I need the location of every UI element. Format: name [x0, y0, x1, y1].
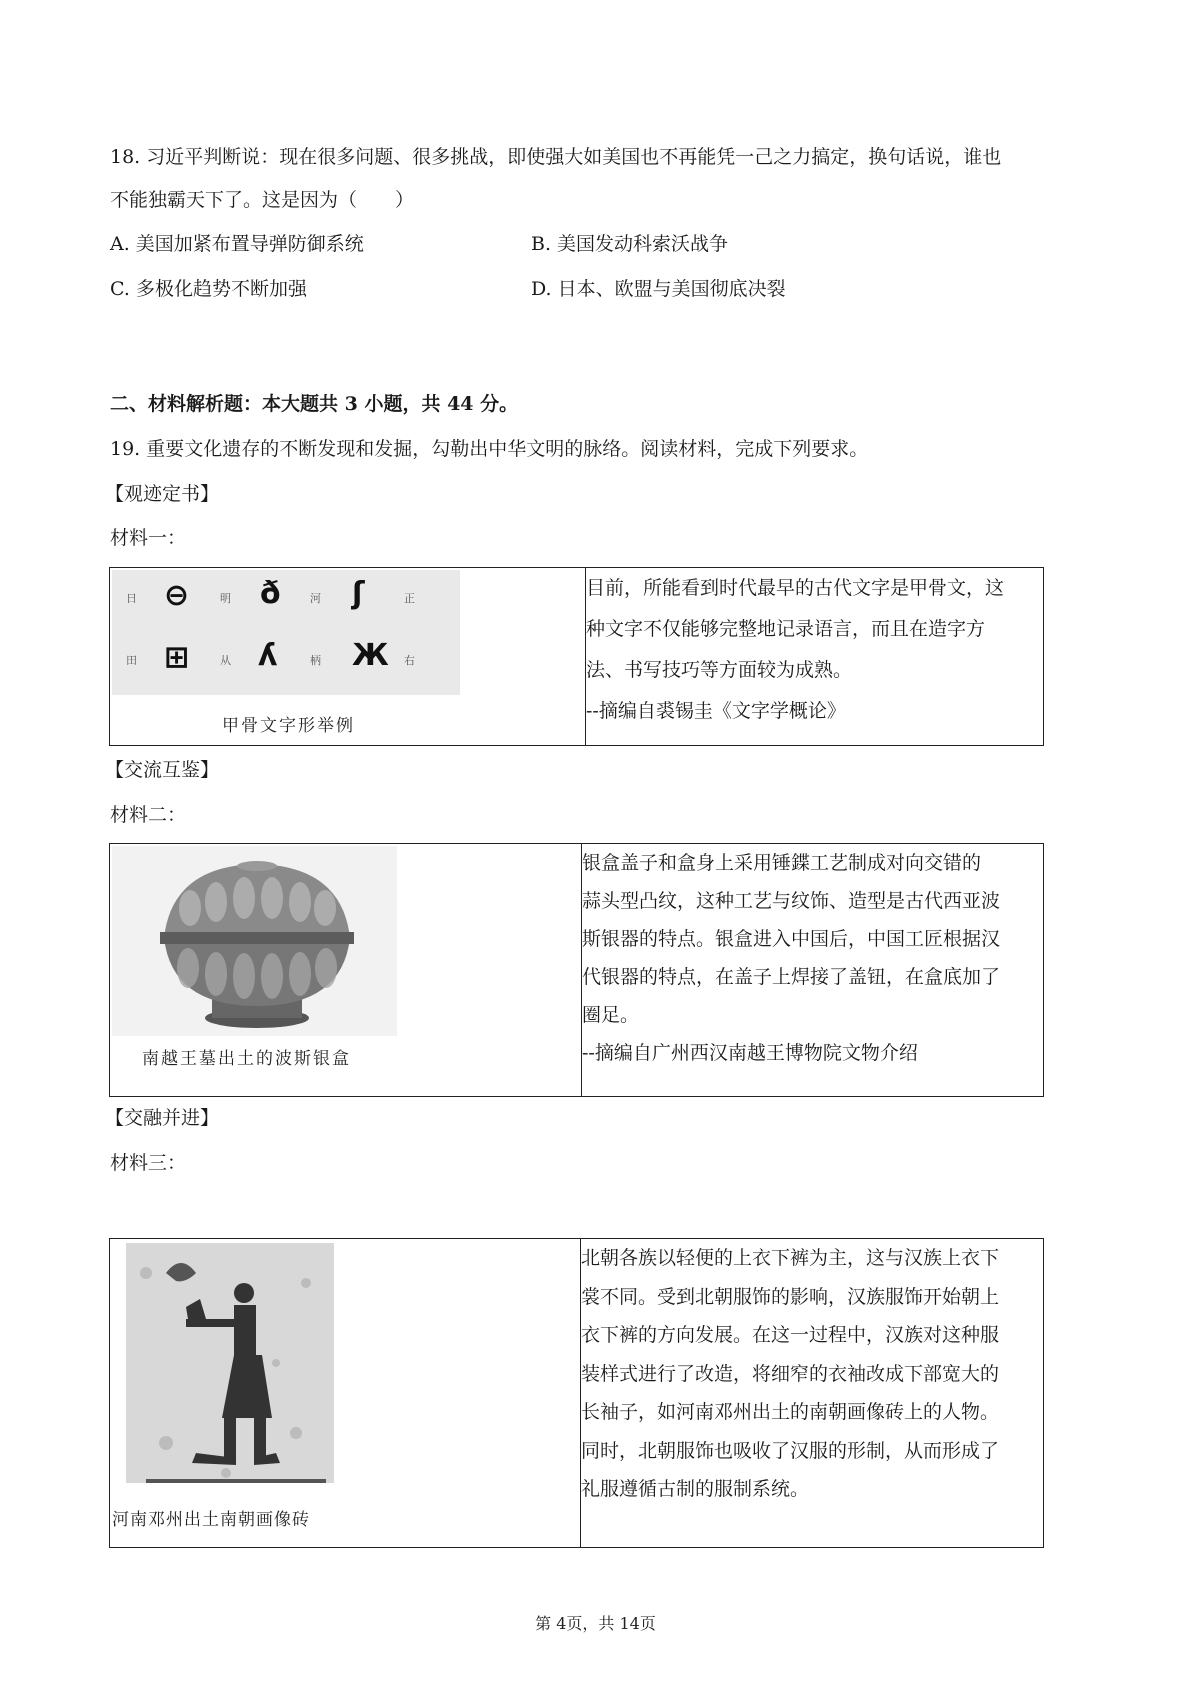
silver-box-image	[112, 846, 397, 1036]
material2-text-line: 银盒盖子和盒身上采用锤鍱工艺制成对向交错的	[582, 852, 982, 874]
q18-option-a: A. 美国加紧布置导弹防御系统	[110, 233, 364, 255]
material3-image-cell	[110, 1239, 581, 1548]
section-heading: 二、材料解析题：本大题共 3 小题，共 44 分。	[110, 393, 519, 415]
modern-char-bing: 柄	[310, 654, 321, 667]
material1-image-cell	[110, 568, 586, 746]
material2-text-line: 圈足。	[582, 1004, 640, 1026]
page-number: 第 4页，共 14页	[535, 1614, 656, 1633]
material2-image-cell	[110, 844, 582, 1097]
oracle-glyph-tian: ⊞	[164, 640, 190, 675]
material1-table	[109, 567, 1044, 746]
material3-caption: 河南邓州出土南朝画像砖	[112, 1510, 310, 1530]
q18-stem-line2: 不能独霸天下了。这是因为（ ）	[110, 189, 415, 211]
material1-source: --摘编自裘锡圭《文字学概论》	[586, 700, 846, 722]
material1-text-line: 种文字不仅能够完整地记录语言，而且在造字方	[586, 618, 986, 640]
q18-stem-line1: 18. 习近平判断说：现在很多问题、很多挑战，即使强大如美国也不再能凭一己之力搞定，换句话说，谁也	[110, 146, 1002, 168]
material2-text-line: 蒜头型凸纹，这种工艺与纹饰、造型是古代西亚波	[582, 890, 1001, 912]
material3-label: 材料三：	[110, 1152, 187, 1174]
brick-relief-image	[126, 1243, 334, 1483]
oracle-glyph-he: ʃ	[352, 576, 365, 611]
part3-title: 【交融并进】	[105, 1107, 220, 1129]
material3-text-cell	[581, 1239, 1044, 1548]
q18-option-b: B. 美国发动科索沃战争	[531, 233, 729, 255]
modern-char-ming: 明	[220, 592, 231, 605]
material2-table	[109, 843, 1044, 1097]
material1-text-line: 目前，所能看到时代最早的古代文字是甲骨文，这	[586, 577, 1005, 599]
material2-text-cell	[582, 844, 1044, 1097]
modern-char-zheng: 正	[404, 592, 415, 605]
q18-option-c: C. 多极化趋势不断加强	[110, 278, 307, 300]
q18-option-d: D. 日本、欧盟与美国彻底决裂	[531, 278, 786, 300]
material3-text-line: 装样式进行了改造，将细窄的衣袖改成下部宽大的	[581, 1362, 1000, 1385]
material2-text-line: 代银器的特点，在盖子上焊接了盖钮，在盒底加了	[582, 966, 1001, 988]
material2-source: --摘编自广州西汉南越王博物院文物介绍	[582, 1042, 918, 1064]
modern-char-ri: 日	[126, 592, 137, 605]
material1-label: 材料一：	[110, 527, 187, 549]
material3-text-line: 同时，北朝服饰也吸收了汉服的形制，从而形成了	[581, 1439, 1000, 1462]
oracle-glyph-bing: Ж	[352, 638, 389, 673]
material3-text-line: 长袖子，如河南邓州出土的南朝画像砖上的人物。	[581, 1401, 1000, 1423]
oracle-glyph-cong: ʎ	[258, 638, 278, 673]
modern-char-he: 河	[310, 592, 321, 605]
modern-char-cong: 从	[220, 654, 231, 667]
material3-text-line: 礼服遵循古制的服制系统。	[581, 1478, 810, 1500]
modern-char-you: 右	[404, 654, 415, 667]
part1-title: 【观迹定书】	[105, 483, 220, 505]
material1-text-cell	[586, 568, 1044, 746]
oracle-glyph-ri: ⊖	[164, 578, 190, 613]
material3-text-line: 裳不同。受到北朝服饰的影响，汉族服饰开始朝上	[581, 1285, 1000, 1308]
material3-table	[109, 1238, 1044, 1548]
material3-text-line: 北朝各族以轻便的上衣下裤为主，这与汉族上衣下	[581, 1247, 1000, 1269]
material2-caption: 南越王墓出土的波斯银盒	[142, 1049, 351, 1069]
material1-text-line: 法、书写技巧等方面较为成熟。	[586, 659, 853, 681]
oracle-bone-chart	[112, 570, 460, 695]
material3-text-line: 衣下裤的方向发展。在这一过程中，汉族对这种服	[581, 1324, 1000, 1346]
material2-label: 材料二：	[110, 804, 187, 826]
part2-title: 【交流互鉴】	[105, 759, 220, 781]
material1-caption: 甲骨文字形举例	[222, 716, 355, 736]
modern-char-tian: 田	[126, 654, 137, 667]
material2-text-line: 斯银器的特点。银盒进入中国后，中国工匠根据汉	[582, 928, 1001, 950]
oracle-glyph-ming: ð	[260, 576, 281, 611]
q19-intro: 19. 重要文化遗存的不断发现和发掘，勾勒出中华文明的脉络。阅读材料，完成下列要求。	[110, 438, 869, 460]
